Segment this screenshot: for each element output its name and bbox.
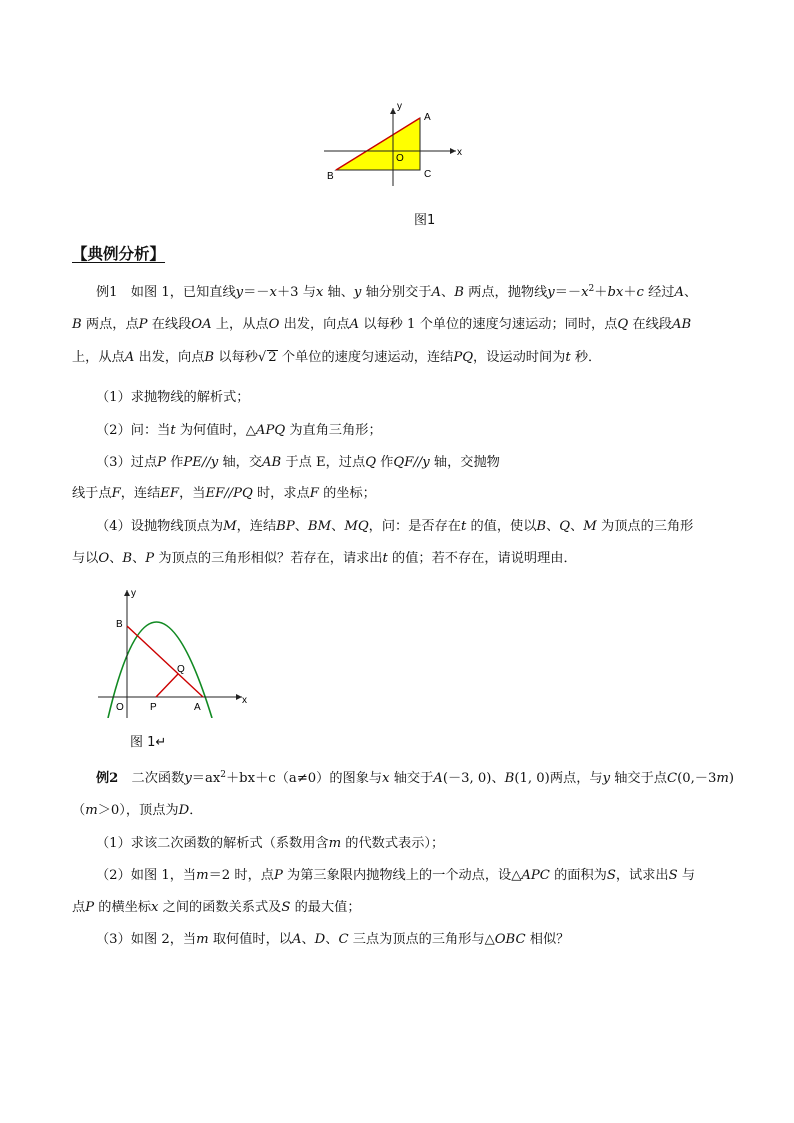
example-2-question-2: （2）如图 1，当m＝2 时，点P 为第三象限内抛物线上的一个动点，设△APC 的面积为S，试求出S 与	[96, 868, 696, 883]
label-x: x	[457, 147, 462, 158]
label-y: y	[131, 588, 136, 599]
label-b: B	[327, 171, 334, 182]
example-1-line-1: 例1 如图 1，已知直线y＝－x＋3 与x 轴、y 轴分别交于A、B 两点，抛物线$y=-x^2+bx+c$ 经过A、	[96, 284, 698, 300]
figure-1-caption: 图1	[414, 213, 436, 228]
label-x: x	[242, 695, 247, 706]
example-1-line-2: B 两点，点P 在线段OA 上，从点O 出发，向点A 以每秒 1 个单位的速度匀速运动；同时，点Q 在线段AB	[72, 317, 692, 332]
example-1-question-3: （3）过点P 作PE//y 轴，交AB 于点 E，过点Q 作QF//y 轴，交抛物	[96, 455, 500, 470]
label-a: A	[424, 112, 431, 123]
label-p: P	[150, 702, 157, 713]
label-q: Q	[177, 664, 185, 675]
example-1-question-2: （2）问：当t 为何值时，△APQ 为直角三角形；	[96, 423, 382, 438]
figure-1-diagram	[318, 98, 468, 194]
segment-pq	[156, 674, 178, 697]
section-heading: 【典例分析】	[72, 245, 166, 263]
example-2-question-2-cont: 点P 的横坐标x 之间的函数关系式及S 的最大值；	[72, 900, 361, 915]
y-axis-arrow	[124, 590, 130, 596]
example-1-question-3-cont: 线于点F，连结EF，当EF//PQ 时，求点F 的坐标；	[72, 486, 376, 501]
y-axis-arrow	[390, 108, 396, 114]
figure-2-diagram	[96, 586, 252, 718]
figure-2-caption: 图 1↵	[130, 735, 167, 750]
label-y: y	[397, 101, 402, 112]
example-2-line-2: （m＞0），顶点为D．	[72, 803, 203, 818]
label-b: B	[116, 619, 123, 630]
example-1-line-3: 上，从点A 出发，向点B 以每秒√ 2 个单位的速度匀速运动，连结PQ，设运动时间为t 秒．	[72, 350, 602, 365]
x-axis-arrow	[450, 148, 456, 154]
example-1-question-4-cont: 与以O、B、P 为顶点的三角形相似？若存在，请求出t 的值；若不存在，请说明理由．	[72, 551, 577, 566]
label-o: O	[396, 153, 404, 164]
sqrt-sign: √	[257, 350, 267, 365]
example-1-question-1: （1）求抛物线的解析式；	[96, 390, 250, 405]
label-a: A	[194, 702, 201, 713]
label-c: C	[424, 169, 432, 180]
example-2-line-1: 例2 二次函数$y=ax^2+bx+c(a\ne 0)$的图象与x 轴交于A(－3, 0)、B(1, 0)两点，与y 轴交于点C(0,－3m)	[96, 770, 735, 786]
label-o: O	[116, 702, 124, 713]
example-2-question-3: （3）如图 2，当m 取何值时，以A、D、C 三点为顶点的三角形与△OBC 相似？	[96, 932, 570, 947]
example-1-question-4: （4）设抛物线顶点为M，连结BP、BM、MQ，问：是否存在t 的值，使以B、Q、M 为顶点的三角形	[96, 519, 694, 534]
example-2-question-1: （1）求该二次函数的解析式（系数用含m 的代数式表示）；	[96, 836, 445, 851]
